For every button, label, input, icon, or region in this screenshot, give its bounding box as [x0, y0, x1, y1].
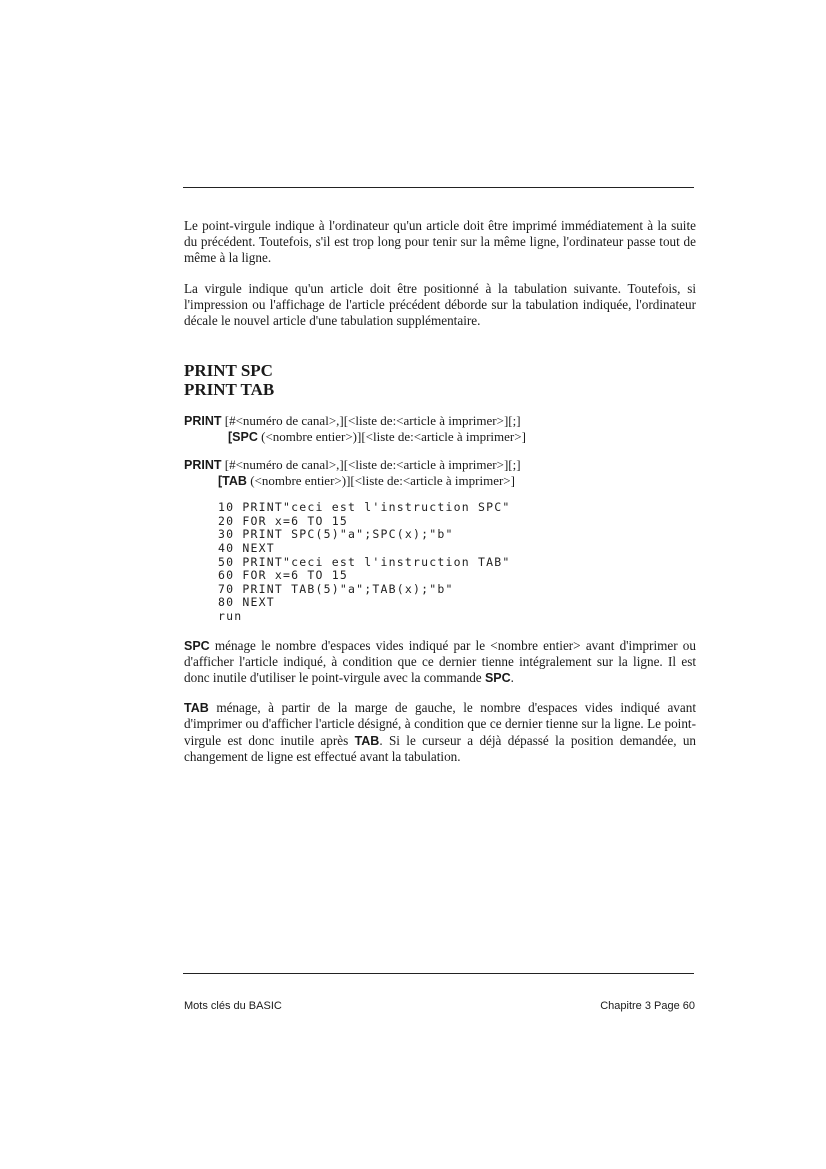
syntax-spc-line-1 [184, 413, 696, 429]
keyword-tab: [TAB [218, 474, 247, 489]
keyword-tab: TAB [184, 701, 209, 716]
paragraph-comma: La virgule indique qu'un article doit être positionné à la tabulation suivante. Toutefois, si l'impression ou l'affichage de l'article précédent déborde sur la tabulation indiquée, l'ordinateur décale le nouvel article d'une tabulation supplémentaire. [184, 280, 696, 329]
footer-page-number: Chapitre 3 Page 60 [600, 1000, 695, 1012]
keyword-print: PRINT [184, 414, 222, 429]
syntax-spc [184, 413, 696, 445]
keyword-print: PRINT [184, 458, 222, 473]
keyword-tab: TAB [354, 733, 380, 748]
syntax-text: (<nombre entier>)][<liste de:<article à imprimer>] [257, 429, 526, 445]
syntax-tab-line-2 [184, 473, 696, 489]
page-content [184, 218, 696, 779]
heading-print-tab: PRINT TAB [184, 380, 275, 400]
syntax-tab-line-1 [184, 457, 696, 473]
paragraph-text: ménage le nombre d'espaces vides indiqué par le <nombre entier> avant d'imprimer ou d'afficher l'article indiqué, à condition que ce dernier tienne intégralement sur la ligne. Il est donc inutile d'utiliser le point-virgule avec la commande [184, 637, 696, 685]
paragraph-tab [184, 700, 696, 765]
syntax-spc-line-2 [184, 429, 696, 445]
syntax-text: (<nombre entier>)][<liste de:<article à imprimer>] [246, 473, 515, 489]
syntax-definitions [184, 413, 696, 489]
syntax-text: [#<numéro de canal>,][<liste de:<article à imprimer>][;] [221, 413, 521, 429]
keyword-spc: SPC [484, 670, 511, 685]
footer-section-title: Mots clés du BASIC [184, 1000, 282, 1012]
code-listing: 10 PRINT"ceci est l'instruction SPC" 20 FOR x=6 TO 15 30 PRINT SPC(5)"a";SPC(x);"b" 40 NEXT 50 PRINT"ceci est l'instruction TAB" 60 FOR x=6 TO 15 70 PRINT TAB(5)"a";TAB(x);"b" 80 NEXT run [218, 500, 511, 623]
footer-rule [183, 973, 694, 974]
heading-print-spc: PRINT SPC [184, 361, 273, 381]
syntax-text: [#<numéro de canal>,][<liste de:<article à imprimer>][;] [221, 457, 521, 473]
paragraph-semicolon: Le point-virgule indique à l'ordinateur qu'un article doit être imprimé immédiatement à la suite du précédent. Toutefois, s'il est trop long pour tenir sur la même ligne, l'ordinateur passe tout de même à la ligne. [184, 218, 696, 266]
header-rule [183, 187, 694, 188]
keyword-spc: SPC [184, 638, 210, 653]
paragraph-text: . Si le curseur a déjà dépassé la position demandée, un changement de ligne est effectué avant la tabulation. [184, 732, 697, 764]
paragraph-text: ménage, à partir de la marge de gauche, le nombre d'espaces vides indiqué avant d'imprimer ou d'afficher l'article désigné, à condition que ce dernier tienne sur la ligne. Le point-virgule est donc inutile après [184, 700, 696, 748]
paragraph-spc [184, 638, 696, 687]
paragraph-text: . [510, 669, 514, 685]
syntax-tab [184, 457, 696, 489]
keyword-spc: [SPC [228, 430, 258, 445]
